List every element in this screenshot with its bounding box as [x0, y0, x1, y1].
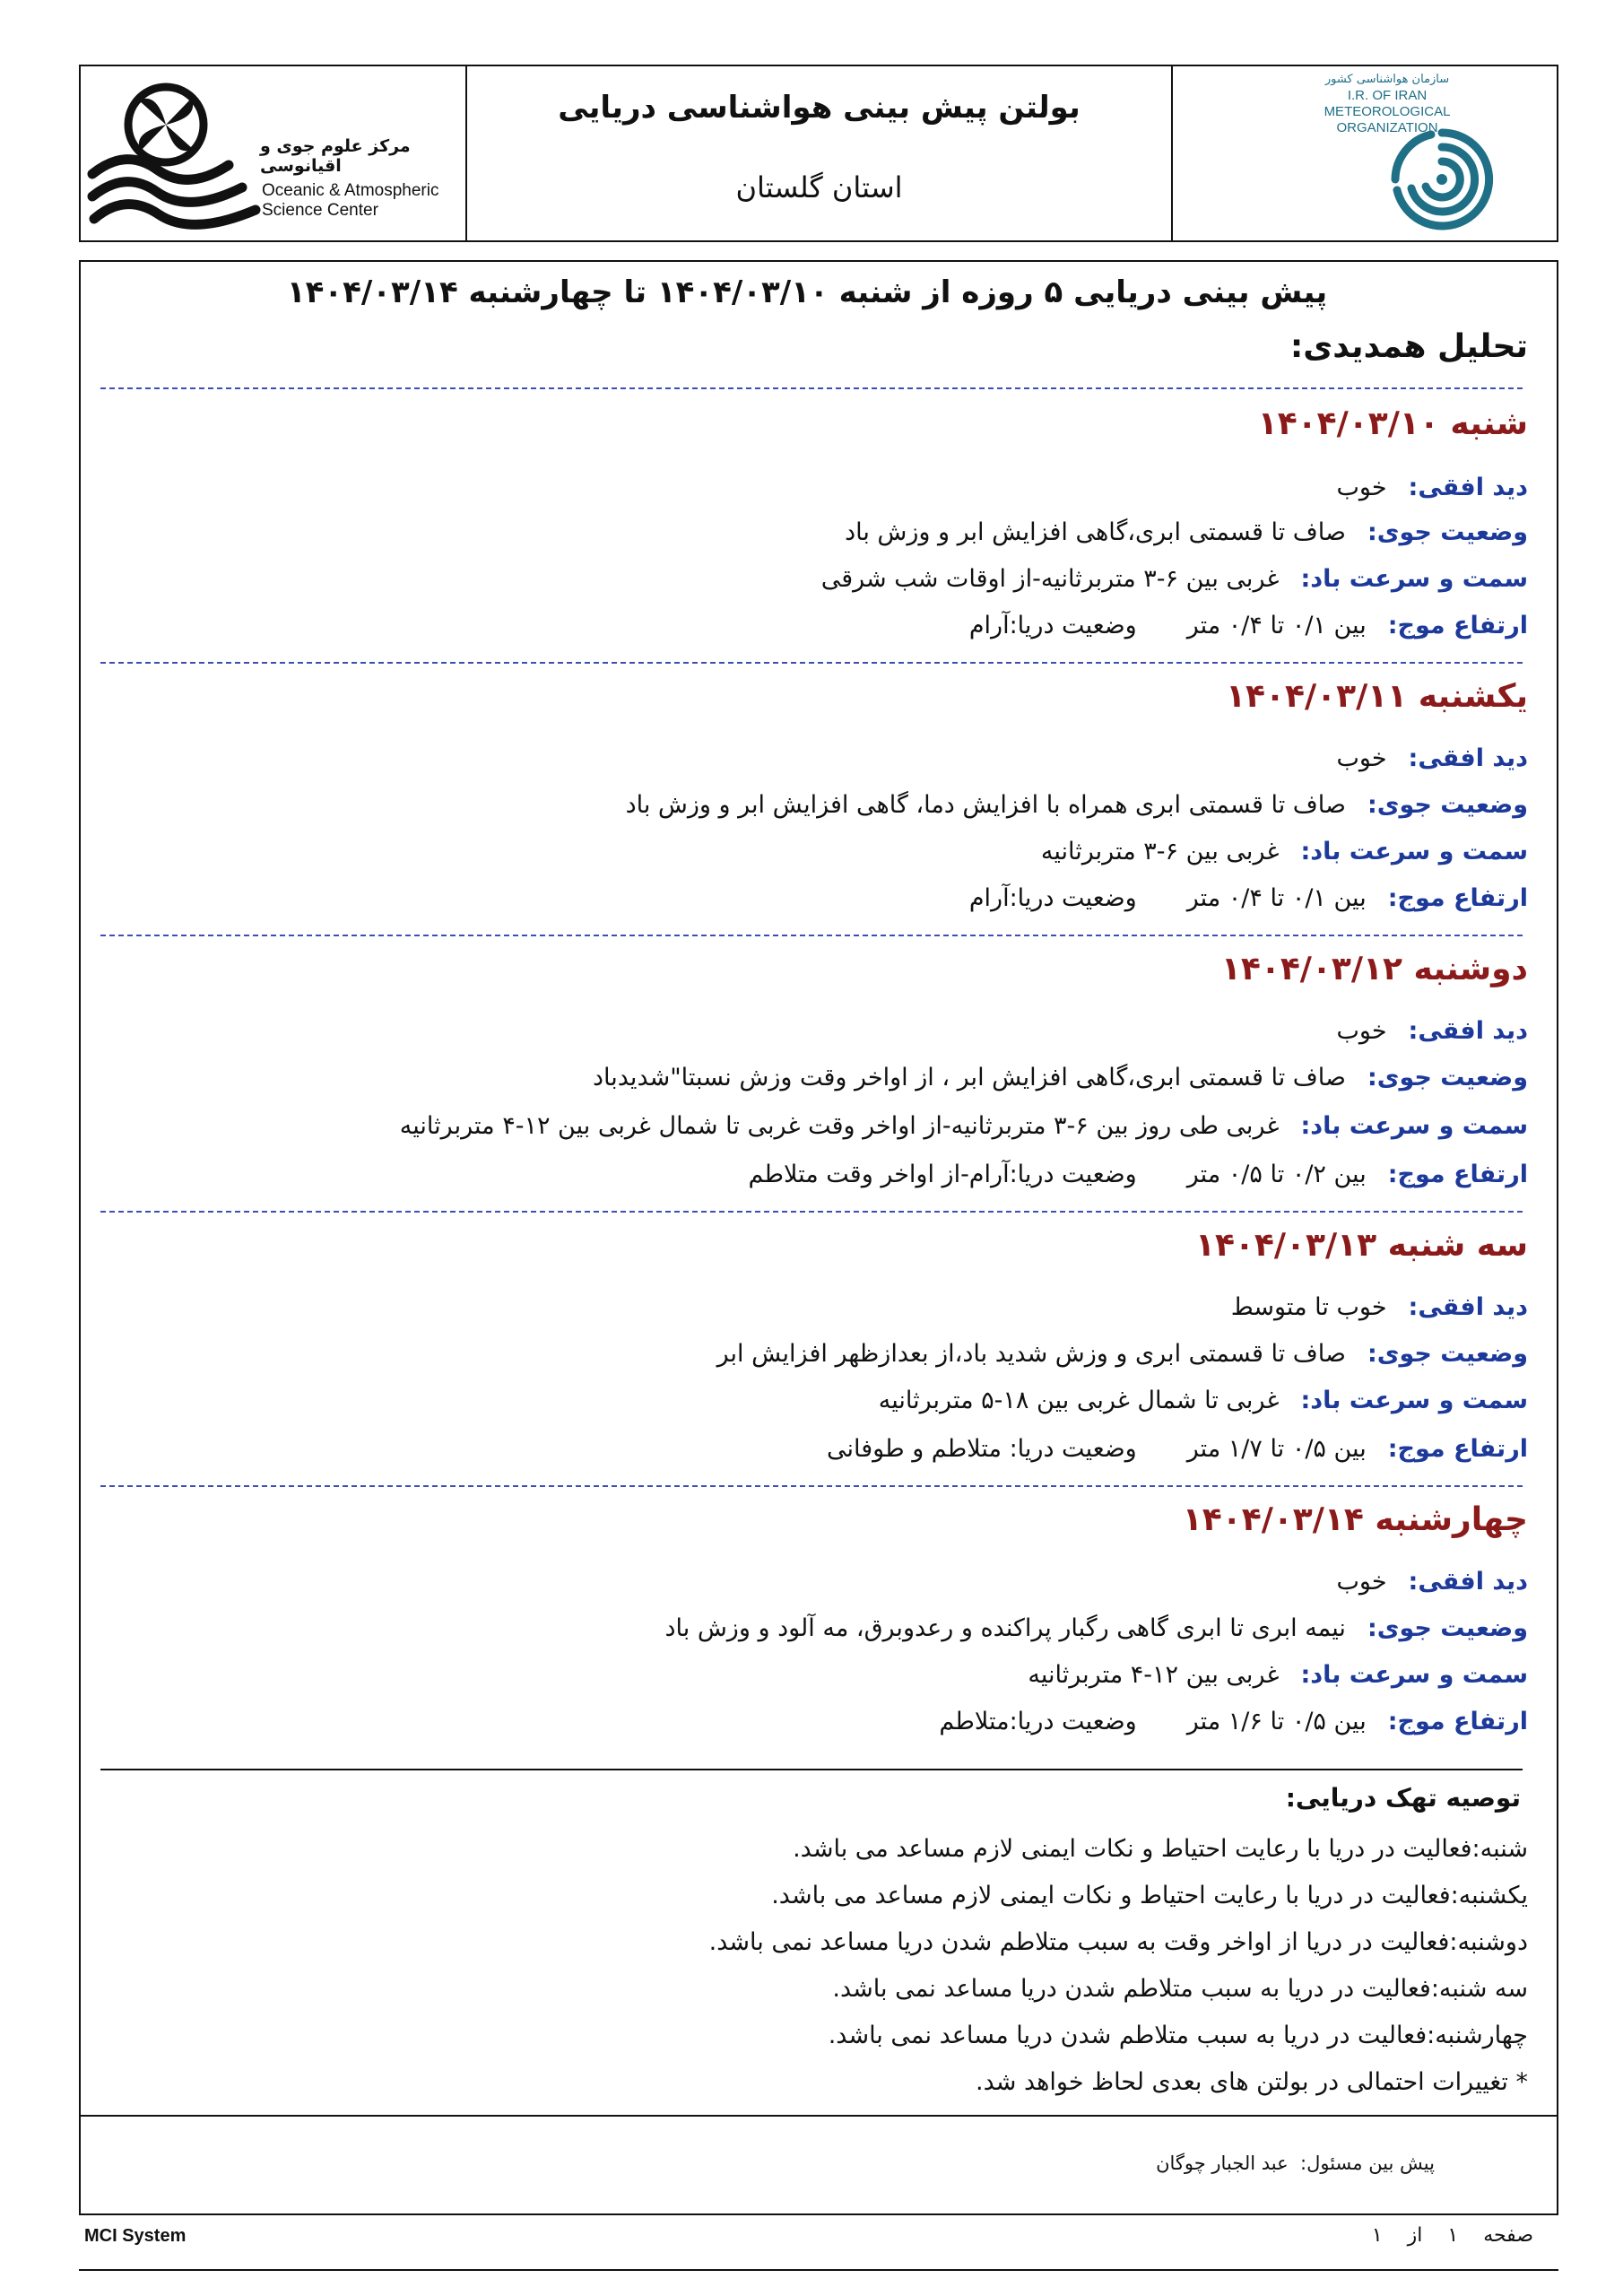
weather-value: نیمه ابری تا ابری گاهی رگبار پراکنده و رعدوبرق، مه آلود و وزش باد — [664, 1614, 1346, 1642]
visibility-value: خوب — [1336, 1568, 1387, 1596]
wave-label: ارتفاع موج: — [1387, 884, 1528, 912]
visibility-label: دید افقی: — [1408, 474, 1528, 501]
synoptic-heading: تحلیل همدیدی: — [1289, 328, 1528, 365]
weather-value: صاف تا قسمتی ابری،گاهی افزایش ابر و وزش باد — [845, 518, 1346, 546]
wind-row — [1041, 838, 1528, 865]
page-of: از — [1407, 2224, 1423, 2247]
day-title: یکشنبه ۱۴۰۴/۰۳/۱۱ — [1226, 678, 1528, 715]
weather-value: صاف تا قسمتی ابری و وزش شدید باد،از بعدازظهر افزایش ابر — [716, 1340, 1346, 1368]
separator — [100, 1211, 1523, 1213]
weather-label: وضعیت جوی: — [1367, 518, 1528, 546]
weather-label: وضعیت جوی: — [1367, 1340, 1528, 1368]
visibility-label: دید افقی: — [1408, 1293, 1528, 1321]
wave-row — [939, 1708, 1528, 1735]
wind-row — [400, 1112, 1528, 1140]
footer-rule — [79, 2269, 1558, 2271]
irimo-name-fa: سازمان هواشناسی کشور — [1324, 73, 1450, 86]
weather-row — [845, 518, 1528, 546]
bulletin-title: بولتن پیش بینی هواشناسی دریایی — [558, 90, 1081, 126]
advisory-item: چهارشنبه:فعالیت در دریا به سبب متلاطم شدن دریا مساعد نمی باشد. — [828, 2022, 1528, 2049]
page-number — [1372, 2224, 1533, 2247]
day-title: چهارشنبه ۱۴۰۴/۰۳/۱۴ — [1182, 1501, 1528, 1538]
irimo-logo-icon — [1388, 126, 1496, 233]
visibility-row — [1336, 744, 1528, 772]
visibility-label: دید افقی: — [1408, 744, 1528, 772]
day-title: شنبه ۱۴۰۴/۰۳/۱۰ — [1257, 405, 1528, 442]
separator — [100, 662, 1523, 664]
responsible-name: عبد الجبار چوگان — [1156, 2152, 1289, 2174]
advisory-title: توصیه تهک دریایی: — [1285, 1783, 1521, 1813]
wave-label: ارتفاع موج: — [1387, 612, 1528, 639]
wave-value: بین ۰/۲ تا ۰/۵ متر — [1186, 1161, 1367, 1188]
weather-row — [626, 791, 1528, 819]
visibility-value: خوب تا متوسط — [1230, 1293, 1387, 1321]
wave-value: بین ۰/۱ تا ۰/۴ متر — [1186, 612, 1367, 639]
page-total: ۱ — [1371, 2224, 1383, 2247]
wind-value: غربی تا شمال غربی بین ۱۸-۵ متربرثانیه — [878, 1387, 1280, 1414]
sea-state-value: وضعیت دریا:آرام-از اواخر وقت متلاطم — [748, 1161, 1137, 1188]
irimo-name-en: I.R. OF IRAN — [1347, 88, 1428, 103]
wind-label: سمت و سرعت باد: — [1300, 1661, 1528, 1689]
visibility-row — [1336, 1568, 1528, 1596]
day-title: سه شنبه ۱۴۰۴/۰۳/۱۳ — [1194, 1227, 1528, 1264]
advisory-note: * تغییرات احتمالی در بولتن های بعدی لحاظ خواهد شد. — [976, 2068, 1528, 2096]
separator — [100, 935, 1523, 936]
wave-value: بین ۰/۵ تا ۱/۷ متر — [1186, 1435, 1367, 1463]
oasc-name-en — [262, 181, 438, 221]
visibility-row — [1231, 1293, 1528, 1321]
oasc-name-en-line: Oceanic & Atmospheric — [262, 181, 439, 200]
advisory-item: شنبه:فعالیت در دریا با رعایت احتیاط و نکات ایمنی لازم مساعد می باشد. — [793, 1835, 1528, 1863]
oasc-name-fa: مرکز علوم جوی و اقیانوسی — [260, 136, 411, 176]
wave-row — [749, 1161, 1528, 1188]
sea-state-value: وضعیت دریا:متلاطم — [939, 1708, 1137, 1735]
advisory-item: سه شنبه:فعالیت در دریا به سبب متلاطم شدن دریا مساعد نمی باشد. — [832, 1975, 1528, 2003]
wave-row — [969, 612, 1528, 639]
wave-value: بین ۰/۱ تا ۰/۴ متر — [1186, 884, 1367, 912]
wave-row — [827, 1435, 1528, 1463]
weather-row — [593, 1064, 1528, 1091]
wind-row — [821, 565, 1528, 593]
sea-state-value: وضعیت دریا:آرام — [968, 612, 1137, 639]
advisory-item: یکشنبه:فعالیت در دریا با رعایت احتیاط و نکات ایمنی لازم مساعد می باشد. — [771, 1882, 1528, 1909]
wind-value: غربی بین ۱۲-۴ متربرثانیه — [1028, 1661, 1280, 1689]
weather-label: وضعیت جوی: — [1367, 1064, 1528, 1091]
irimo-name-en: ORGANIZATION — [1336, 120, 1438, 135]
page-label: صفحه — [1483, 2224, 1533, 2247]
wind-value: غربی بین ۶-۳ متربرثانیه-از اوقات شب شرقی — [820, 565, 1280, 593]
header-divider — [1171, 65, 1173, 242]
responsible-label: پیش بین مسئول: — [1300, 2152, 1435, 2174]
visibility-label: دید افقی: — [1408, 1568, 1528, 1596]
separator — [100, 1485, 1523, 1487]
sea-state-value: وضعیت دریا:آرام — [968, 884, 1137, 912]
wave-label: ارتفاع موج: — [1387, 1435, 1528, 1463]
oasc-name-en-line: Science Center — [262, 201, 378, 220]
separator — [100, 387, 1523, 389]
weather-row — [717, 1340, 1528, 1368]
day-title: دوشنبه ۱۴۰۴/۰۳/۱۲ — [1220, 951, 1528, 987]
wind-value: غربی طی روز بین ۶-۳ متربرثانیه-از اواخر وقت غربی تا شمال غربی بین ۱۲-۴ متربرثانیه — [399, 1112, 1280, 1140]
wind-label: سمت و سرعت باد: — [1300, 565, 1528, 593]
oasc-logo-icon — [85, 75, 265, 237]
wind-row — [1028, 1661, 1528, 1689]
wave-label: ارتفاع موج: — [1387, 1161, 1528, 1188]
province-name: استان گلستان — [735, 170, 903, 204]
visibility-value: خوب — [1336, 1017, 1387, 1045]
visibility-row — [1336, 1017, 1528, 1045]
wind-value: غربی بین ۶-۳ متربرثانیه — [1040, 838, 1280, 865]
wind-label: سمت و سرعت باد: — [1300, 1112, 1528, 1140]
wave-value: بین ۰/۵ تا ۱/۶ متر — [1186, 1708, 1367, 1735]
weather-value: صاف تا قسمتی ابری همراه با افزایش دما، گاهی افزایش ابر و وزش باد — [625, 791, 1346, 819]
irimo-name-en: METEOROLOGICAL — [1324, 104, 1451, 119]
page-current: ۱ — [1447, 2224, 1459, 2247]
system-name: MCI System — [84, 2226, 187, 2246]
visibility-label: دید افقی: — [1408, 1017, 1528, 1045]
irimo-logo-text — [1311, 72, 1463, 136]
weather-row — [664, 1614, 1528, 1642]
wave-row — [969, 884, 1528, 912]
wind-label: سمت و سرعت باد: — [1300, 838, 1528, 865]
weather-value: صاف تا قسمتی ابری،گاهی افزایش ابر ، از اواخر وقت وزش نسبتا"شدیدباد — [593, 1064, 1346, 1091]
wind-label: سمت و سرعت باد: — [1300, 1387, 1528, 1414]
visibility-value: خوب — [1336, 474, 1387, 501]
advisory-item: دوشنبه:فعالیت در دریا از اواخر وقت به سبب متلاطم شدن دریا مساعد نمی باشد. — [708, 1928, 1528, 1956]
wind-row — [879, 1387, 1528, 1414]
wave-label: ارتفاع موج: — [1387, 1708, 1528, 1735]
weather-label: وضعیت جوی: — [1367, 791, 1528, 819]
responsible-forecaster — [897, 2152, 1435, 2174]
visibility-value: خوب — [1336, 744, 1387, 772]
visibility-row — [1336, 474, 1528, 501]
forecast-title: پیش بینی دریایی ۵ روزه از شنبه ۱۴۰۴/۰۳/۱۰ تا چهارشنبه ۱۴۰۴/۰۳/۱۴ — [286, 274, 1328, 310]
advisory-divider — [100, 1769, 1523, 1770]
sea-state-value: وضعیت دریا: متلاطم و طوفانی — [827, 1435, 1137, 1463]
weather-label: وضعیت جوی: — [1367, 1614, 1528, 1642]
